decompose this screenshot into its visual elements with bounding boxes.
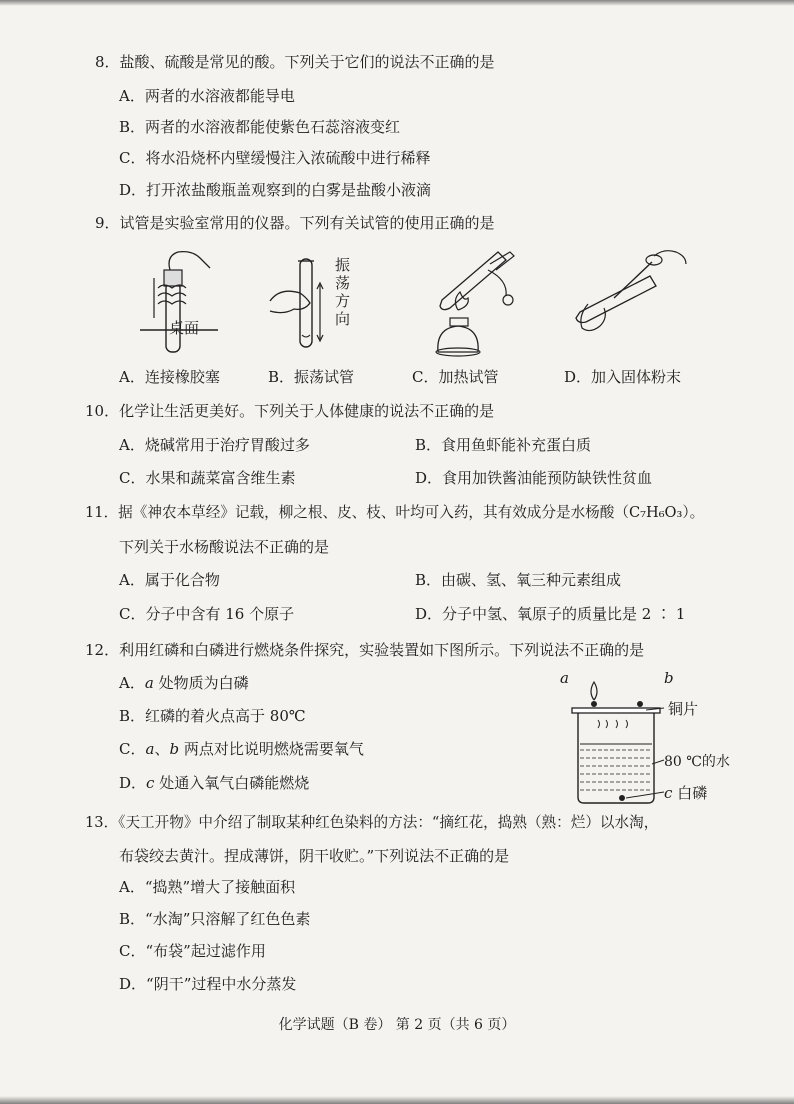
scan-top-edge xyxy=(0,0,794,6)
figure-label-white-phosphorus: c 白磷 xyxy=(664,784,708,802)
question-13-stem-line2: 布袋绞去黄汁。捏成薄饼，阴干收贮。”下列说法不正确的是 xyxy=(119,847,510,865)
question-8-option-b: B．两者的水溶液都能使紫色石蕊溶液变红 xyxy=(119,118,401,136)
question-8-option-c: C．将水沿烧杯内壁缓慢注入浓硫酸中进行稀释 xyxy=(119,149,431,167)
question-9-stem: 9．试管是实验室常用的仪器。下列有关试管的使用正确的是 xyxy=(95,214,495,232)
question-11-option-a: A．属于化合物 xyxy=(119,571,220,589)
question-13-option-c: C．“布袋”起过滤作用 xyxy=(119,942,266,960)
question-11-stem-line2: 下列关于水杨酸说法不正确的是 xyxy=(119,538,330,556)
question-12-option-b: B．红磷的着火点高于 80℃ xyxy=(119,707,306,725)
question-10-option-a: A．烧碱常用于治疗胃酸过多 xyxy=(119,436,310,454)
figure-b-direction-label: 振 荡 方 向 xyxy=(335,256,351,328)
question-12-stem: 12．利用红磷和白磷进行燃烧条件探究，实验装置如下图所示。下列说法不正确的是 xyxy=(85,641,645,659)
question-9-option-c: C．加热试管 xyxy=(412,368,499,386)
figure-connect-stopper xyxy=(140,248,220,358)
question-10-option-b: B．食用鱼虾能补充蛋白质 xyxy=(415,436,592,454)
question-9-option-b: B．振荡试管 xyxy=(268,368,355,386)
question-13-option-b: B．“水淘”只溶解了红色色素 xyxy=(119,910,311,928)
question-10-stem: 10．化学让生活更美好。下列关于人体健康的说法不正确的是 xyxy=(85,402,495,420)
page-footer: 化学试题（B 卷） 第 2 页（共 6 页） xyxy=(278,1017,516,1033)
scan-bottom-edge xyxy=(0,1096,794,1104)
question-11-stem-line1: 11．据《神农本草经》记载，柳之根、皮、枝、叶均可入药，其有效成分是水杨酸（C₇H₆O₃）。 xyxy=(85,504,705,521)
question-9-option-a: A．连接橡胶塞 xyxy=(119,368,220,386)
figure-a-table-label: 桌面 xyxy=(169,319,200,337)
question-11-option-c: C．分子中含有 16 个原子 xyxy=(119,605,295,623)
question-8-stem: 8．盐酸、硫酸是常见的酸。下列关于它们的说法不正确的是 xyxy=(95,53,495,71)
figure-label-a: a xyxy=(560,669,569,687)
figure-add-powder xyxy=(574,246,690,350)
figure-shake-tube xyxy=(268,255,328,355)
question-13-option-d: D．“阴干”过程中水分蒸发 xyxy=(119,975,297,993)
figure-label-copper: 铜片 xyxy=(668,700,699,718)
question-13-stem-line1: 13．《天工开物》中介绍了制取某种红色染料的方法：“摘红花，捣熟（熟：烂）以水淘， xyxy=(85,814,659,831)
question-13-option-a: A．“捣熟”增大了接触面积 xyxy=(119,878,296,896)
question-11-option-d: D．分子中氢、氧原子的质量比是 2 ∶ 1 xyxy=(415,605,686,623)
figure-label-water: 80 ℃的水 xyxy=(664,754,730,770)
figure-label-b: b xyxy=(664,669,674,687)
question-10-option-c: C．水果和蔬菜富含维生素 xyxy=(119,469,296,487)
question-9-option-d: D．加入固体粉末 xyxy=(564,368,682,386)
question-8-option-d: D．打开浓盐酸瓶盖观察到的白雾是盐酸小液滴 xyxy=(119,181,432,199)
question-8-option-a: A．两者的水溶液都能导电 xyxy=(119,87,295,105)
question-12-option-a: A．a 处物质为白磷 xyxy=(119,674,249,692)
figure-heat-tube xyxy=(428,240,524,358)
question-12-option-d: D．c 处通入氧气白磷能燃烧 xyxy=(119,774,310,792)
question-10-option-d: D．食用加铁酱油能预防缺铁性贫血 xyxy=(415,469,653,487)
question-12-option-c: C．a、b 两点对比说明燃烧需要氧气 xyxy=(119,740,364,758)
question-11-option-b: B．由碳、氢、氧三种元素组成 xyxy=(415,571,622,589)
figure-combustion-apparatus xyxy=(560,668,670,808)
